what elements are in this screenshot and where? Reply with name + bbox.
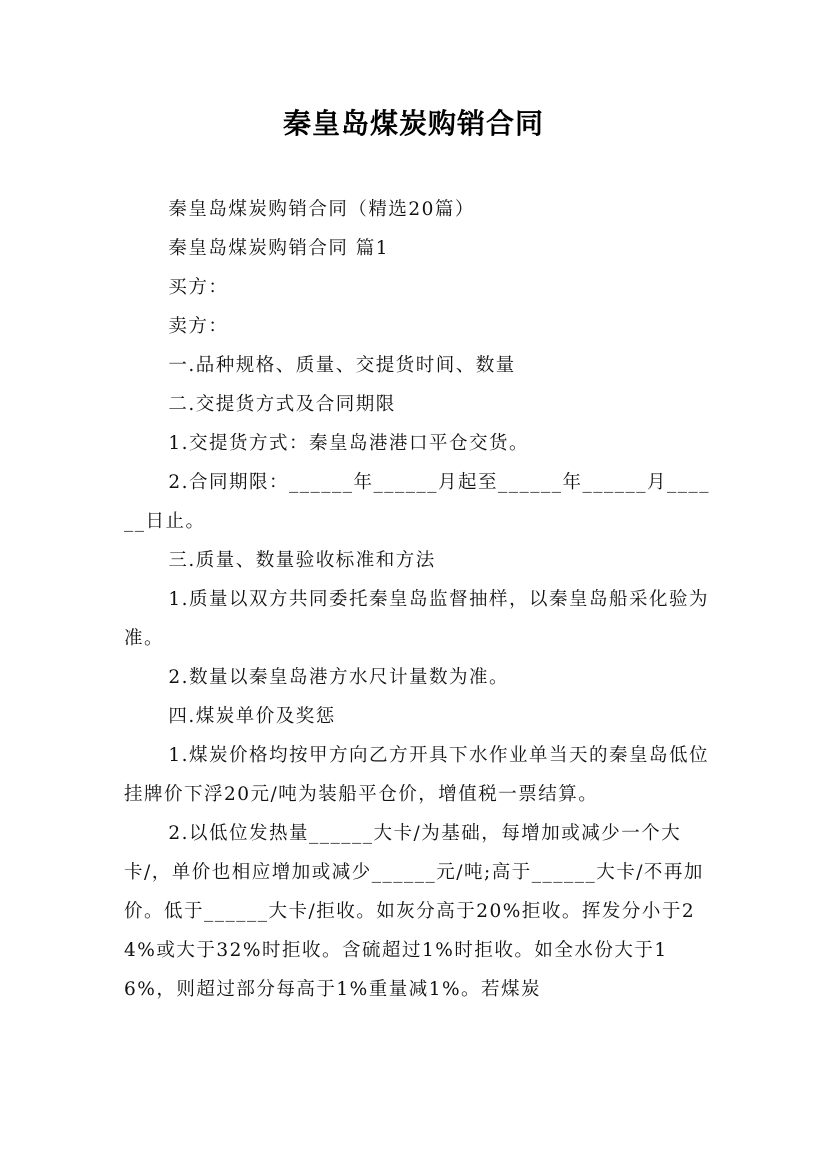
paragraph: 2.数量以秦皇岛港方水尺计量数为准。	[168, 667, 510, 688]
paragraph: 秦皇岛煤炭购销合同（精选20篇）	[168, 199, 475, 220]
paragraph: 1.质量以双方共同委托秦皇岛监督抽样，以秦皇岛船采化验为准。	[124, 589, 710, 649]
paragraph: 二.交提货方式及合同期限	[168, 394, 396, 415]
paragraph: 1.煤炭价格均按甲方向乙方开具下水作业单当天的秦皇岛低位挂牌价下浮20元/吨为装船平仓价，增值税一票结算。	[124, 745, 710, 805]
paragraph: 2.以低位发热量______大卡/为基础，每增加或减少一个大卡/，单价也相应增加或减少______元/吨;高于______大卡/不再加价。低于______大卡/拒收。如灰分高于20%拒收。挥发分小于24%或大于32%时拒收。含硫超过1%时拒收。如全水份大于16%，则超过部分每高于1%重量减1%。若煤炭	[124, 823, 704, 1000]
paragraph: 1.交提货方式：秦皇岛港港口平仓交货。	[168, 433, 530, 454]
paragraph: 买方：	[168, 277, 229, 298]
paragraph: 秦皇岛煤炭购销合同 篇1	[168, 238, 390, 259]
paragraph: 四.煤炭单价及奖惩	[168, 706, 336, 727]
paragraph: 2.合同期限：______年______月起至______年______月______日止。	[124, 472, 711, 532]
paragraph: 三.质量、数量验收标准和方法	[168, 550, 436, 571]
document-title: 秦皇岛煤炭购销合同	[282, 107, 544, 140]
paragraph: 卖方：	[168, 316, 229, 337]
document-body	[124, 190, 714, 1009]
paragraph: 一.品种规格、质量、交提货时间、数量	[168, 355, 516, 376]
